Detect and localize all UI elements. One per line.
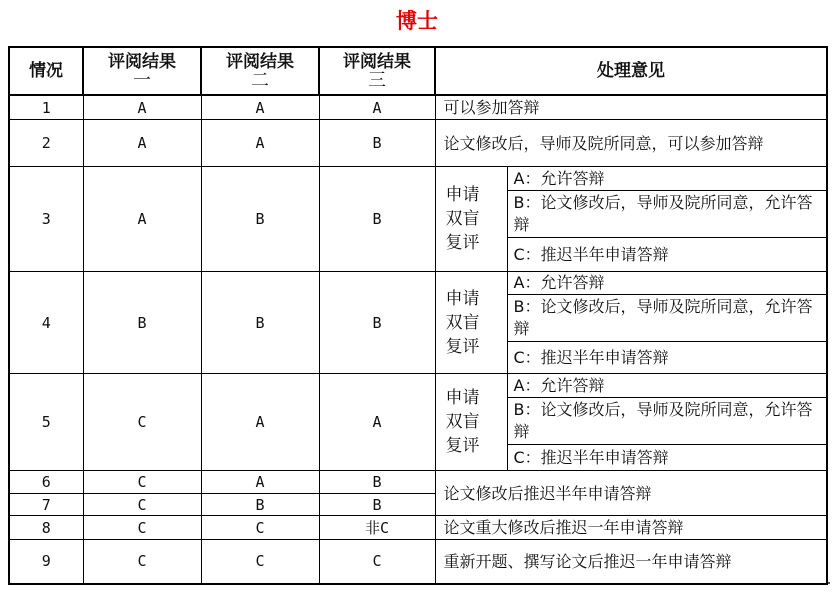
option-b: B：论文修改后，导师及院所同意，允许答辩: [507, 191, 827, 238]
corner-mark: [828, 582, 830, 584]
review-3-result: C: [319, 540, 435, 584]
review-3-result: 非C: [319, 516, 435, 540]
review-2-result: A: [201, 95, 319, 120]
opinion-text: 论文修改后，导师及院所同意，可以参加答辩: [435, 120, 827, 167]
table-row: [9, 540, 827, 584]
header-review-3: 评阅结果 三: [319, 47, 435, 95]
review-3-result: A: [319, 374, 435, 471]
table-row: [9, 374, 827, 398]
review-2-result: C: [201, 540, 319, 584]
review-1-result: B: [83, 272, 201, 374]
header-review-1: 评阅结果 一: [83, 47, 201, 95]
double-blind-review-label: 申请 双盲 复评: [435, 167, 507, 272]
double-blind-review-label: 申请 双盲 复评: [435, 272, 507, 374]
double-blind-review-label: 申请 双盲 复评: [435, 374, 507, 471]
opinion-text: 重新开题、撰写论文后推迟一年申请答辩: [435, 540, 827, 584]
table-row: [9, 167, 827, 191]
option-a: A：允许答辩: [507, 167, 827, 191]
case-number: 7: [9, 494, 83, 516]
option-b: B：论文修改后，导师及院所同意，允许答辩: [507, 295, 827, 342]
table-row: [9, 516, 827, 540]
review-1-result: C: [83, 540, 201, 584]
review-2-result: A: [201, 120, 319, 167]
review-2-result: A: [201, 471, 319, 494]
header-review-2: 评阅结果 二: [201, 47, 319, 95]
review-3-result: A: [319, 95, 435, 120]
option-c: C：推迟半年申请答辩: [507, 342, 827, 374]
opinion-text: 可以参加答辩: [435, 95, 827, 120]
option-a: A：允许答辩: [507, 272, 827, 295]
case-number: 9: [9, 540, 83, 584]
review-1-result: A: [83, 167, 201, 272]
opinion-text: 论文重大修改后推迟一年申请答辩: [435, 516, 827, 540]
review-2-result: A: [201, 374, 319, 471]
review-3-result: B: [319, 167, 435, 272]
review-3-result: B: [319, 494, 435, 516]
review-2-result: B: [201, 494, 319, 516]
review-1-result: C: [83, 471, 201, 494]
case-number: 1: [9, 95, 83, 120]
review-3-result: B: [319, 120, 435, 167]
table-row: [9, 95, 827, 120]
case-number: 4: [9, 272, 83, 374]
table-row: [9, 272, 827, 295]
review-1-result: C: [83, 374, 201, 471]
case-number: 8: [9, 516, 83, 540]
review-1-result: C: [83, 494, 201, 516]
option-c: C：推迟半年申请答辩: [507, 238, 827, 272]
page-title: 博士: [396, 9, 438, 33]
header-opinion: 处理意见: [435, 47, 827, 95]
review-1-result: C: [83, 516, 201, 540]
review-result-table: [8, 46, 828, 585]
opinion-text: 论文修改后推迟半年申请答辩: [435, 471, 827, 516]
case-number: 5: [9, 374, 83, 471]
option-c: C：推迟半年申请答辩: [507, 445, 827, 471]
table-row: [9, 471, 827, 494]
review-1-result: A: [83, 120, 201, 167]
review-3-result: B: [319, 471, 435, 494]
review-2-result: B: [201, 272, 319, 374]
review-2-result: B: [201, 167, 319, 272]
case-number: 6: [9, 471, 83, 494]
table-header-row: [9, 47, 827, 95]
review-3-result: B: [319, 272, 435, 374]
case-number: 3: [9, 167, 83, 272]
table-row: [9, 120, 827, 167]
case-number: 2: [9, 120, 83, 167]
review-1-result: A: [83, 95, 201, 120]
review-2-result: C: [201, 516, 319, 540]
header-case: 情况: [9, 47, 83, 95]
option-b: B：论文修改后，导师及院所同意，允许答辩: [507, 398, 827, 445]
option-a: A：允许答辩: [507, 374, 827, 398]
